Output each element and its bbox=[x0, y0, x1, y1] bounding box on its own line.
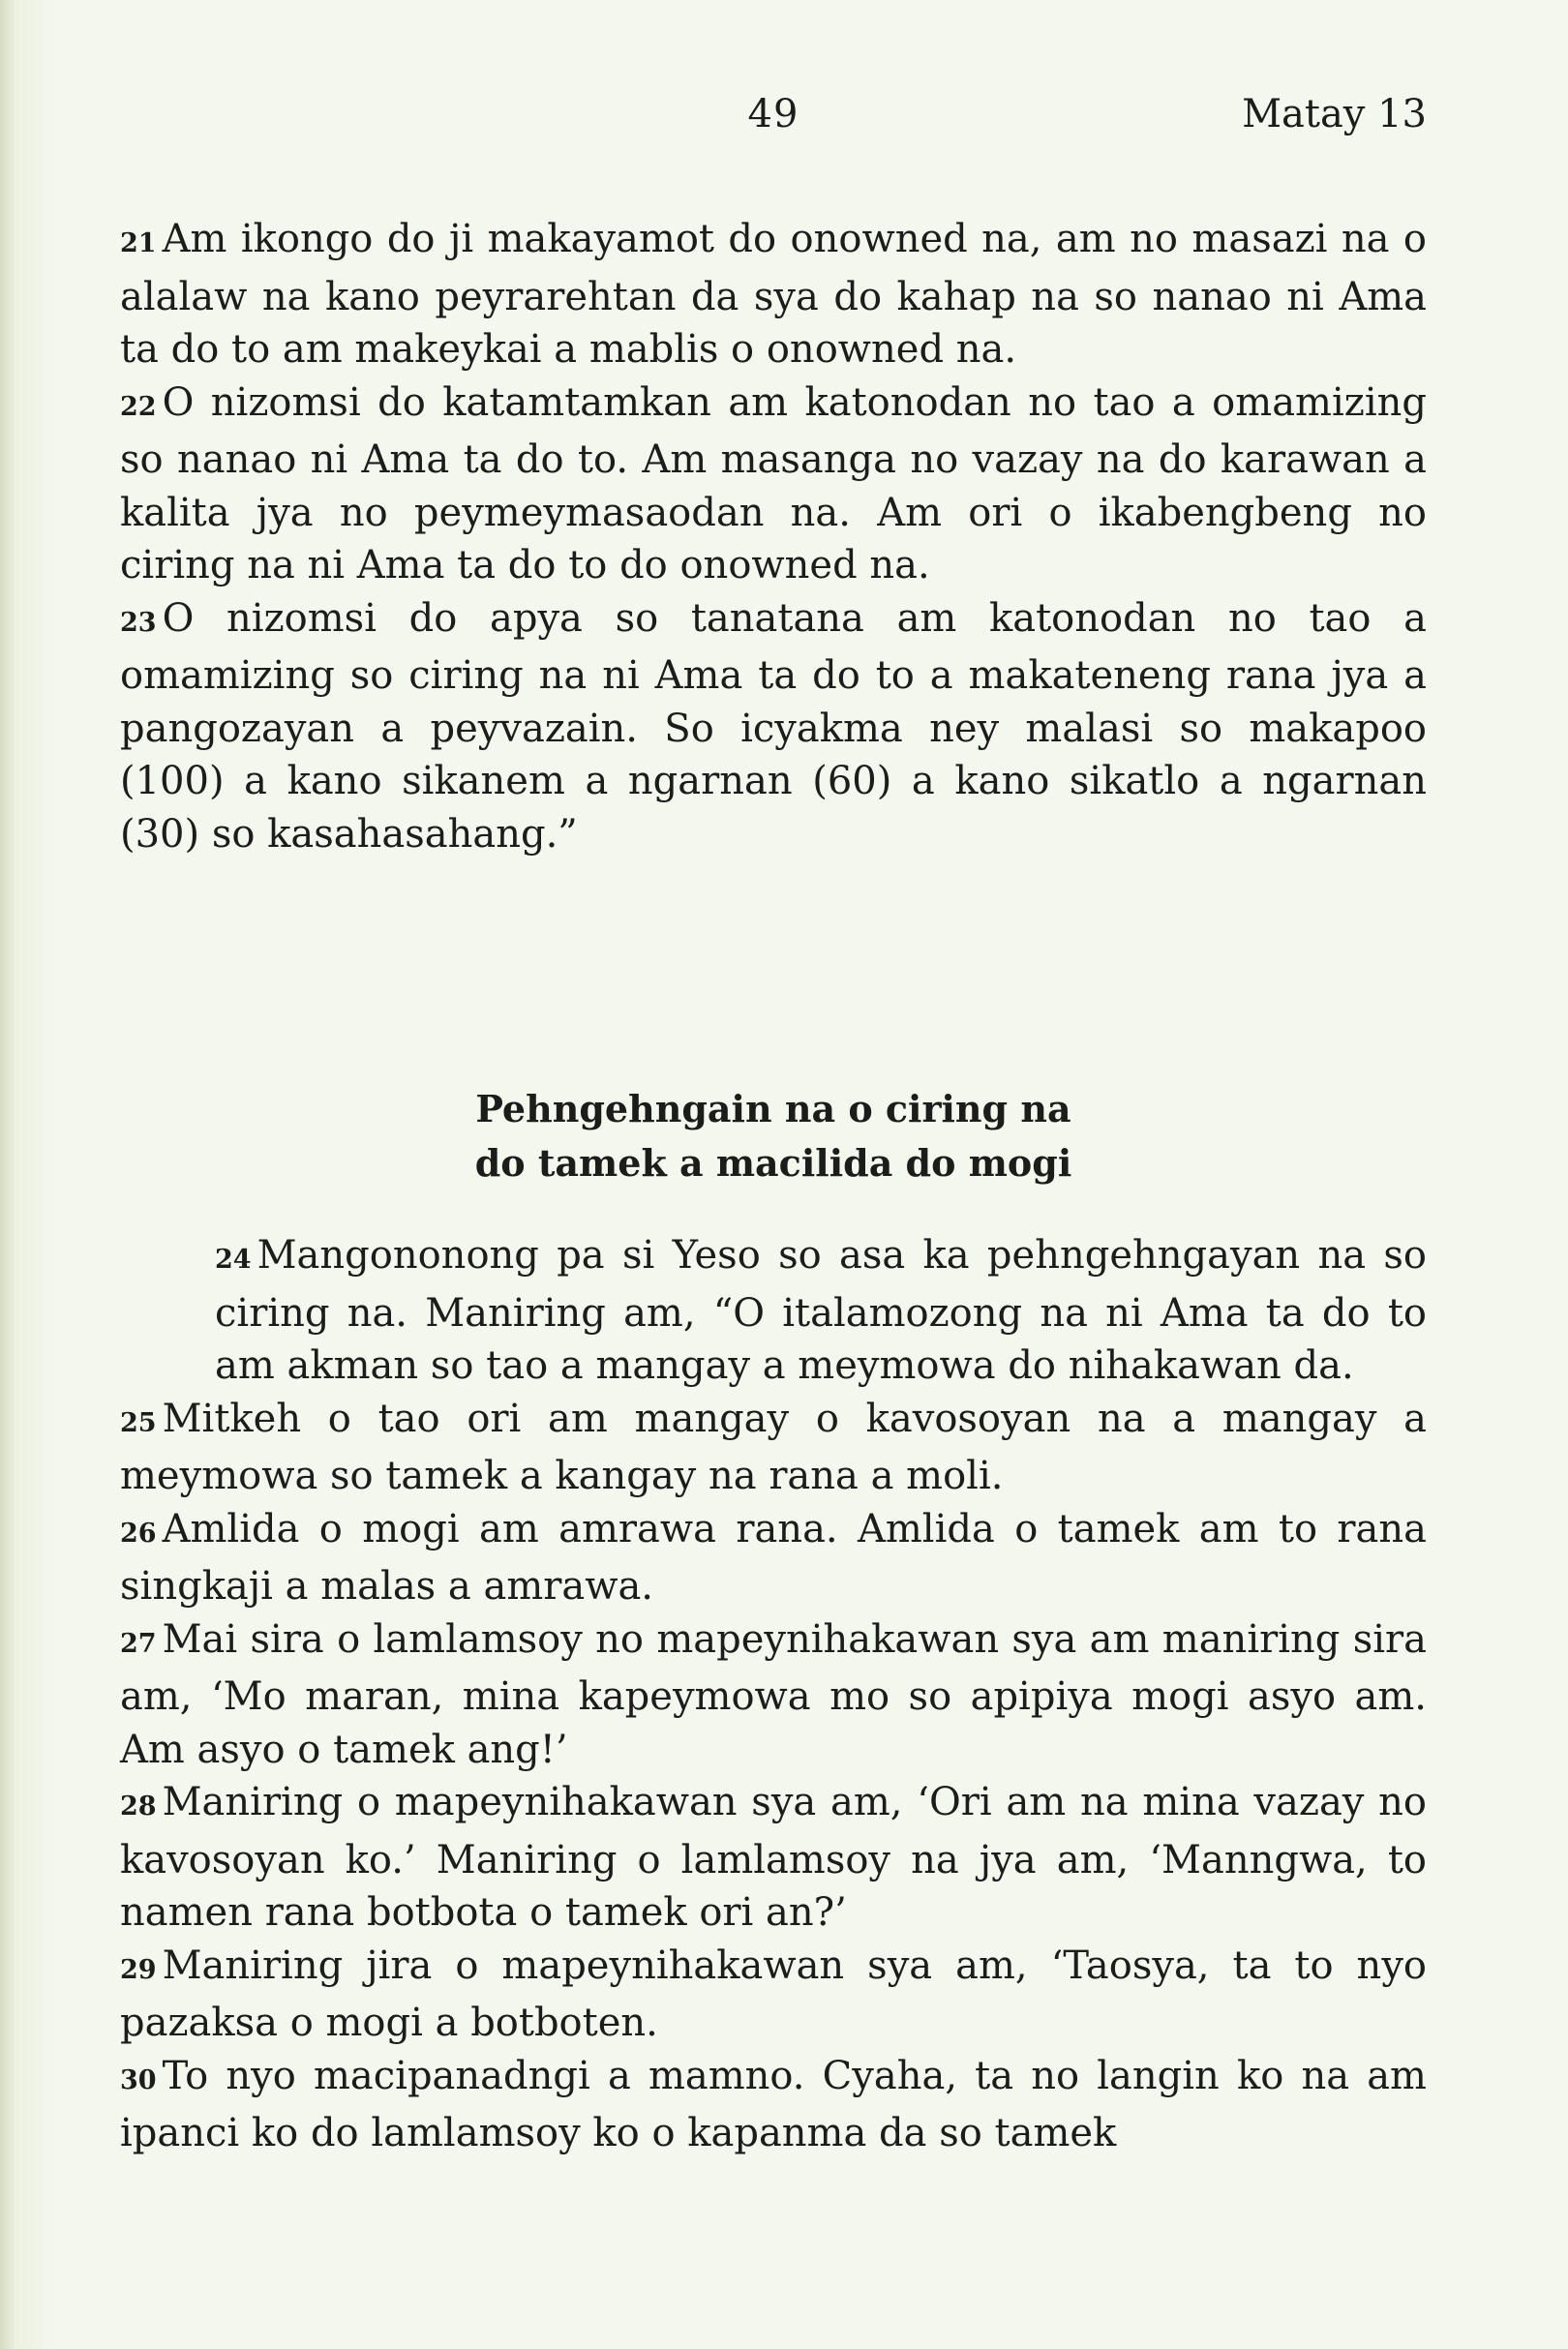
verse-paragraph bbox=[120, 1229, 1427, 1393]
verse-number: 25 bbox=[120, 1407, 157, 1438]
verse-number: 30 bbox=[120, 2064, 157, 2095]
verse-number: 26 bbox=[120, 1518, 157, 1549]
section-heading-line-1: Pehngehngain na o ciring na bbox=[475, 1087, 1071, 1130]
page-gutter bbox=[0, 0, 14, 2349]
verse-number: 27 bbox=[120, 1628, 157, 1659]
verse-text: Amlida o mogi am amrawa rana. Amlida o tamek am to rana singkaji a malas a amrawa. bbox=[120, 1506, 1427, 1609]
verse-text: Maniring jira o mapeynihakawan sya am, ‘Taosya, ta to nyo pazaksa o mogi a botboten. bbox=[120, 1942, 1427, 2045]
verse-text: To nyo macipanadngi a mamno. Cyaha, ta no langin ko na am ipanci ko do lamlamsoy ko o kapanma da so tamek bbox=[120, 2053, 1427, 2155]
verses-block-top bbox=[120, 213, 1427, 860]
verse-paragraph bbox=[120, 1940, 1427, 2050]
verse-number: 24 bbox=[215, 1245, 252, 1275]
verse-text: O nizomsi do katamtamkan am katonodan no tao a omamizing so nanao ni Ama ta do to. Am masanga no vazay na do karawan a kalita jya no peymeymasaodan na. Am ori o ikabengbeng no ciring na ni Ama ta do to do onowned na. bbox=[120, 379, 1427, 587]
verse-number: 29 bbox=[120, 1954, 157, 1985]
verse-text: Mai sira o lamlamsoy no mapeynihakawan sya am maniring sira am, ‘Mo maran, mina kapeymowa mo so apipiya mogi asyo am. Am asyo o tamek ang!’ bbox=[120, 1616, 1427, 1772]
section-heading bbox=[120, 1082, 1427, 1190]
page-number: 49 bbox=[747, 92, 799, 136]
verse-text: Mitkeh o tao ori am mangay o kavosoyan na a mangay a meymowa so tamek a kangay na rana a moli. bbox=[120, 1396, 1427, 1498]
verse-number: 23 bbox=[120, 607, 157, 638]
verse-paragraph bbox=[120, 1776, 1427, 1940]
verse-paragraph bbox=[120, 213, 1427, 376]
verse-paragraph bbox=[120, 376, 1427, 592]
verse-paragraph bbox=[120, 2050, 1427, 2160]
page-header bbox=[120, 92, 1427, 146]
verse-text: Mangononong pa si Yeso so asa ka pehngehngayan na so ciring na. Maniring am, “O italamozong na ni Ama ta do to am akman so tao a mangay a meymowa do nihakawan da. bbox=[215, 1233, 1427, 1388]
verse-text: Maniring o mapeynihakawan sya am, ‘Ori am na mina vazay no kavosoyan ko.’ Maniring o lamlamsoy na jya am, ‘Manngwa, to namen rana botbota o tamek ori an?’ bbox=[120, 1780, 1427, 1935]
verses-block-bottom bbox=[120, 1229, 1427, 2160]
verse-text: Am ikongo do ji makayamot do onowned na, am no masazi na o alalaw na kano peyrarehtan da sya do kahap na so nanao ni Ama ta do to am makeykai a mablis o onowned na. bbox=[120, 217, 1427, 372]
verse-text: O nizomsi do apya so tanatana am katonodan no tao a omamizing so ciring na ni Ama ta do to a makateneng rana jya a pangozayan a peyvazain. So icyakma ney malasi so makapoo (100) a kano sikanem a ngarnan (60) a kano sikatlo a ngarnan (30) so kasahasahang.” bbox=[120, 595, 1427, 857]
verse-number: 22 bbox=[120, 391, 157, 422]
verse-paragraph bbox=[120, 1393, 1427, 1503]
verse-number: 28 bbox=[120, 1792, 157, 1822]
verse-paragraph bbox=[120, 1503, 1427, 1613]
section-heading-line-2: do tamek a macilida do mogi bbox=[474, 1141, 1072, 1185]
verse-paragraph bbox=[120, 592, 1427, 861]
verse-paragraph bbox=[120, 1613, 1427, 1777]
running-head: Matay 13 bbox=[1242, 92, 1427, 136]
verse-number: 21 bbox=[120, 228, 157, 258]
